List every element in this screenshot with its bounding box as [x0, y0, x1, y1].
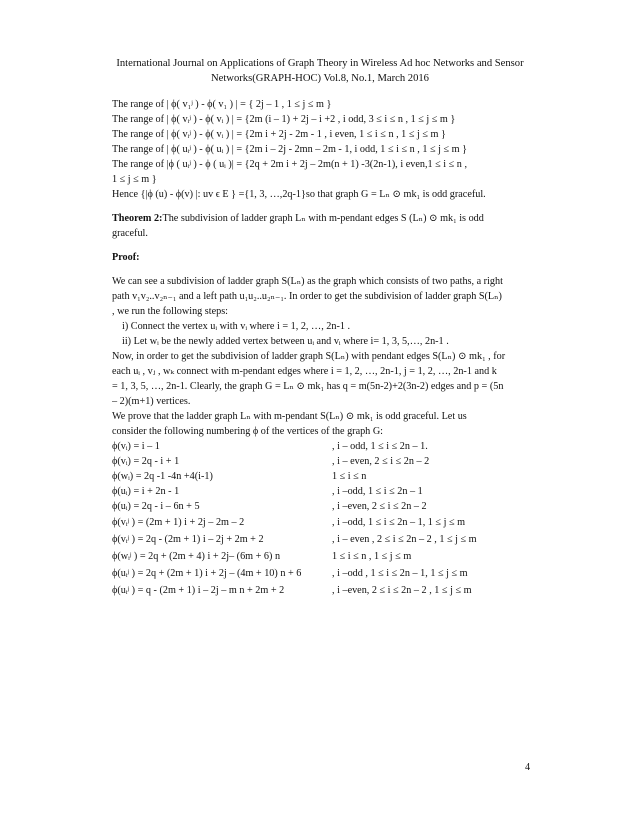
- theorem-text-1: The subdivision of ladder graph Lₙ with m-pendant edges S (Lₙ) ⊙ mk₁ is odd: [162, 213, 484, 224]
- step-2: ii) Let wᵢ be the newly added vertex between uᵢ and vᵢ where i= 1, 3, 5,…, 2n-1 .: [122, 336, 449, 347]
- theorem-label: Theorem 2:: [112, 213, 163, 224]
- paragraph2-line-2: each uᵢ , vⱼ , wₖ connect with m-pendant edges where i = 1, 2, …, 2n-1, j = 1, 2, …, 2n-1 and k: [112, 366, 497, 377]
- numbering-condition: , i –odd , 1 ≤ i ≤ 2n – 1, 1 ≤ j ≤ m: [332, 568, 468, 579]
- proof-label: Proof:: [112, 252, 140, 263]
- paragraph-line-3: , we run the following steps:: [112, 306, 229, 317]
- paragraph2-line-5: We prove that the ladder graph Lₙ with m-pendant S(Lₙ) ⊙ mk₁ is odd graceful. Let us: [112, 411, 467, 422]
- numbering-formula: ϕ(wᵢʲ ) = 2q + (2m + 4) i + 2j– (6m + 6) n: [112, 551, 281, 562]
- numbering-row: [112, 454, 534, 469]
- main-content: [112, 97, 534, 599]
- paragraph-line-1: We can see a subdivision of ladder graph S(Lₙ) as the graph which consists of two paths, a right: [112, 276, 503, 287]
- numbering-formula: ϕ(uᵢ) = i + 2n - 1: [112, 486, 180, 497]
- theorem-text-2: graceful.: [112, 228, 148, 239]
- numbering-row: [112, 484, 534, 499]
- numbering-formula: ϕ(uᵢ) = 2q - i – 6n + 5: [112, 501, 200, 512]
- numbering-condition: , i – even, 2 ≤ i ≤ 2n – 2: [332, 456, 430, 467]
- numbering-row: [112, 439, 534, 454]
- numbering-condition: , i –odd, 1 ≤ i ≤ 2n – 1: [332, 486, 423, 497]
- paragraph2-line-6: consider the following numbering ϕ of the vertices of the graph G:: [112, 426, 384, 437]
- range-line-6: 1 ≤ j ≤ m }: [112, 174, 157, 185]
- numbering-condition: , i –odd, 1 ≤ i ≤ 2n – 1, 1 ≤ j ≤ m: [332, 517, 466, 528]
- numbering-condition: 1 ≤ i ≤ n , 1 ≤ j ≤ m: [332, 551, 412, 562]
- paragraph2-line-3: = 1, 3, 5, …, 2n-1. Clearly, the graph G = Lₙ ⊙ mk₁ has q = m(5n-2)+2(3n-2) edges and p = (5n: [112, 381, 504, 392]
- numbering-row: [112, 531, 534, 548]
- hence-line: Hence {|ϕ (u) - ϕ(v) |: uv ϵ E } ={1, 3, …,2q-1}so that graph G = Lₙ ⊙ mk₁ is odd graceful.: [112, 189, 486, 200]
- numbering-formula: ϕ(vᵢʲ ) = 2q - (2m + 1) i – 2j + 2m + 2: [112, 534, 264, 545]
- journal-header: [100, 56, 540, 86]
- numbering-row: [112, 548, 534, 565]
- numbering-row: [112, 582, 534, 599]
- numbering-row: [112, 469, 534, 484]
- numbering-row: [112, 514, 534, 531]
- step-1: i) Connect the vertex uᵢ with vᵢ where i = 1, 2, …, 2n-1 .: [122, 321, 351, 332]
- range-line-2: The range of | ϕ( vᵢʲ ) - ϕ( vᵢ ) | = {2m (i – 1) + 2j – i +2 , i odd, 3 ≤ i ≤ n , 1 ≤ j ≤ m }: [112, 114, 456, 125]
- numbering-condition: , i –even, 2 ≤ i ≤ 2n – 2: [332, 501, 427, 512]
- range-line-4: The range of | ϕ( uᵢʲ ) - ϕ( uᵢ ) | = {2m i – 2j - 2mn – 2m - 1, i odd, 1 ≤ i ≤ n , 1 ≤ j ≤ m }: [112, 144, 467, 155]
- page-number: 4: [525, 762, 531, 773]
- range-line-1: The range of | ϕ( v₁ʲ ) - ϕ( v₁ ) | = { 2j – 1 , 1 ≤ j ≤ m }: [112, 99, 332, 110]
- numbering-formula: ϕ(wᵢ) = 2q -1 -4n +4(i-1): [112, 471, 213, 482]
- numbering-formula: ϕ(uᵢʲ ) = q - (2m + 1) i – 2j – m n + 2m + 2: [112, 585, 285, 596]
- paragraph2-line-4: – 2)(m+1) vertices.: [112, 396, 191, 407]
- numbering-condition: 1 ≤ i ≤ n: [332, 471, 367, 482]
- numbering-row: [112, 565, 534, 582]
- numbering-formula: ϕ(vᵢʲ ) = (2m + 1) i + 2j – 2m – 2: [112, 517, 245, 528]
- range-line-5: The range of |ϕ ( uᵢʲ ) - ϕ ( uᵢ )| = {2q + 2m i + 2j – 2m(n + 1) -3(2n-1), i even,1 ≤ i ≤ n ,: [112, 159, 467, 170]
- header-line-2: Networks(GRAPH-HOC) Vol.8, No.1, March 2016: [211, 73, 429, 84]
- numbering-row: [112, 499, 534, 514]
- numbering-condition: , i –even, 2 ≤ i ≤ 2n – 2 , 1 ≤ j ≤ m: [332, 585, 472, 596]
- header-line-1: International Journal on Applications of Graph Theory in Wireless Ad hoc Networks and Sensor: [116, 58, 524, 69]
- paragraph2-line-1: Now, in order to get the subdivision of ladder graph S(Lₙ) with pendant edges S(Lₙ) ⊙ mk₁ , for: [112, 351, 506, 362]
- numbering-condition: , i – even , 2 ≤ i ≤ 2n – 2 , 1 ≤ j ≤ m: [332, 534, 477, 545]
- paragraph-line-2: path v₁v₂..v₂ₙ₋₁ and a left path u₁u₂..u₂ₙ₋₁. In order to get the subdivision of ladder graph S(Lₙ): [112, 291, 502, 302]
- range-line-3: The range of | ϕ( vᵢʲ ) - ϕ( vᵢ ) | = {2m i + 2j - 2m - 1 , i even, 1 ≤ i ≤ n , 1 ≤ j ≤ m }: [112, 129, 446, 140]
- numbering-condition: , i – odd, 1 ≤ i ≤ 2n – 1.: [332, 441, 428, 452]
- numbering-formula: ϕ(vᵢ) = 2q - i + 1: [112, 456, 180, 467]
- numbering-formula: ϕ(vᵢ) = i – 1: [112, 441, 160, 452]
- theorem-statement: [112, 211, 534, 226]
- numbering-formula: ϕ(uᵢʲ ) = 2q + (2m + 1) i + 2j – (4m + 10) n + 6: [112, 568, 302, 579]
